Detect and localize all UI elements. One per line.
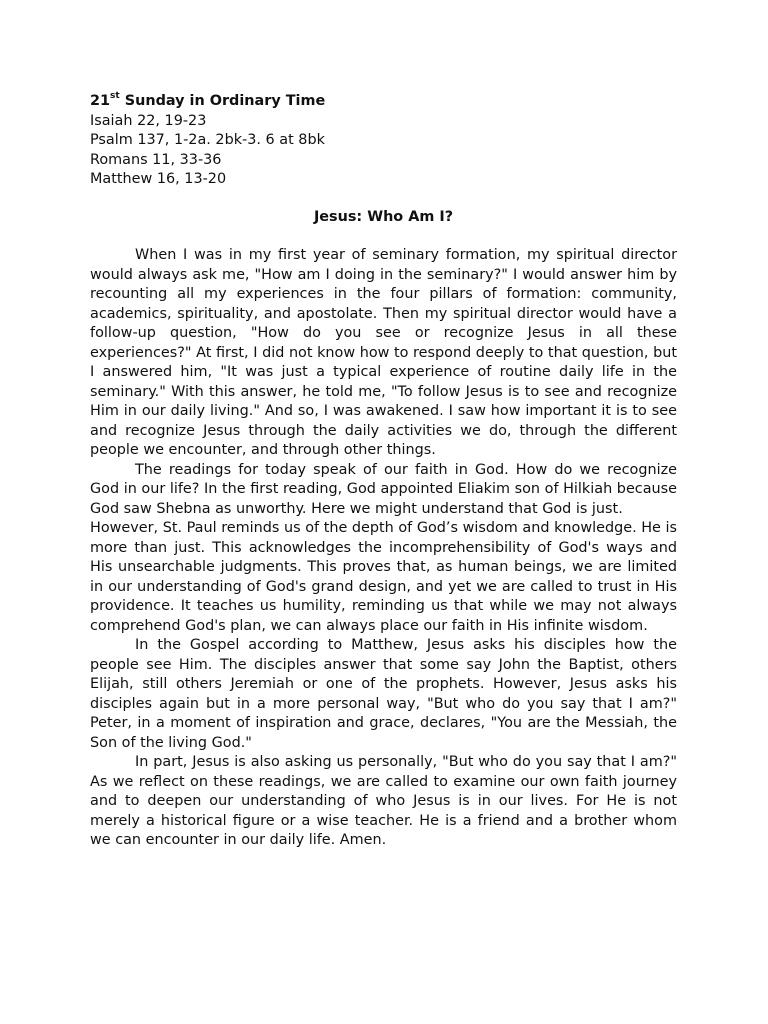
sermon-paragraph: However, St. Paul reminds us of the depth of God’s wisdom and knowledge. He is more than just. This acknowledges the incomprehensibility of God's ways and His unsearchable judgments. This proves that, as human beings, we are limited in our understanding of God's grand design, and yet we are called to trust in His providence. It teaches us humility, reminding us that while we may not always comprehend God's plan, we can always place our faith in His infinite wisdom. xyxy=(90,520,677,634)
reading-reference: Psalm 137, 1-2a. 2bk-3. 6 at 8bk xyxy=(90,132,325,148)
reading-reference: Romans 11, 33-36 xyxy=(90,151,222,168)
sermon-title: Jesus: Who Am I? xyxy=(313,208,454,225)
ordinal-suffix: st xyxy=(110,91,120,102)
liturgy-heading xyxy=(90,92,677,190)
sermon-paragraph: When I was in my first year of seminary formation, my spiritual director would always ask me, "How am I doing in the seminary?" I would answer him by recounting all my experiences in the four pillars of formation: community, academics, spirituality, and apostolate. Then my spiritual director would have a follow-up question, "How do you see or recognize Jesus in all these experiences?" At first, I did not know how to respond deeply to that question, but I answered him, "It was just a typical experience of routine daily life in the seminary." With this answer, he told me, "To follow Jesus is to see and recognize Him in our daily living." And so, I was awakened. I saw how important it is to see and recognize Jesus through the daily activities we do, through the different people we encounter, and through other things. xyxy=(90,247,677,458)
sermon-paragraph: In the Gospel according to Matthew, Jesus asks his disciples how the people see Him. The disciples answer that some say John the Baptist, others Elijah, still others Jeremiah or one of the prophets. However, Jesus asks his disciples again but in a more personal way, "But who do you say that I am?" Peter, in a moment of inspiration and grace, declares, "You are the Messiah, the Son of the living God." xyxy=(90,637,677,751)
liturgical-day-title xyxy=(90,92,677,112)
reading-reference: Matthew 16, 13-20 xyxy=(90,171,227,187)
document-page xyxy=(90,92,677,851)
sunday-number: 21 xyxy=(90,93,111,109)
sunday-rest: Sunday in Ordinary Time xyxy=(119,93,326,109)
reading-reference: Isaiah 22, 19-23 xyxy=(90,112,207,129)
sermon-paragraph: In part, Jesus is also asking us personally, "But who do you say that I am?" As we reflect on these readings, we are called to examine our own faith journey and to deepen our understanding of who Jesus is in our lives. For He is not merely a historical figure or a wise teacher. He is a friend and a brother whom we can encounter in our daily life. Amen. xyxy=(90,754,677,848)
sermon-paragraph: The readings for today speak of our faith in God. How do we recognize God in our life? In the first reading, God appointed Eliakim son of Hilkiah because God saw Shebna as unworthy. Here we might understand that God is just. xyxy=(90,461,677,517)
